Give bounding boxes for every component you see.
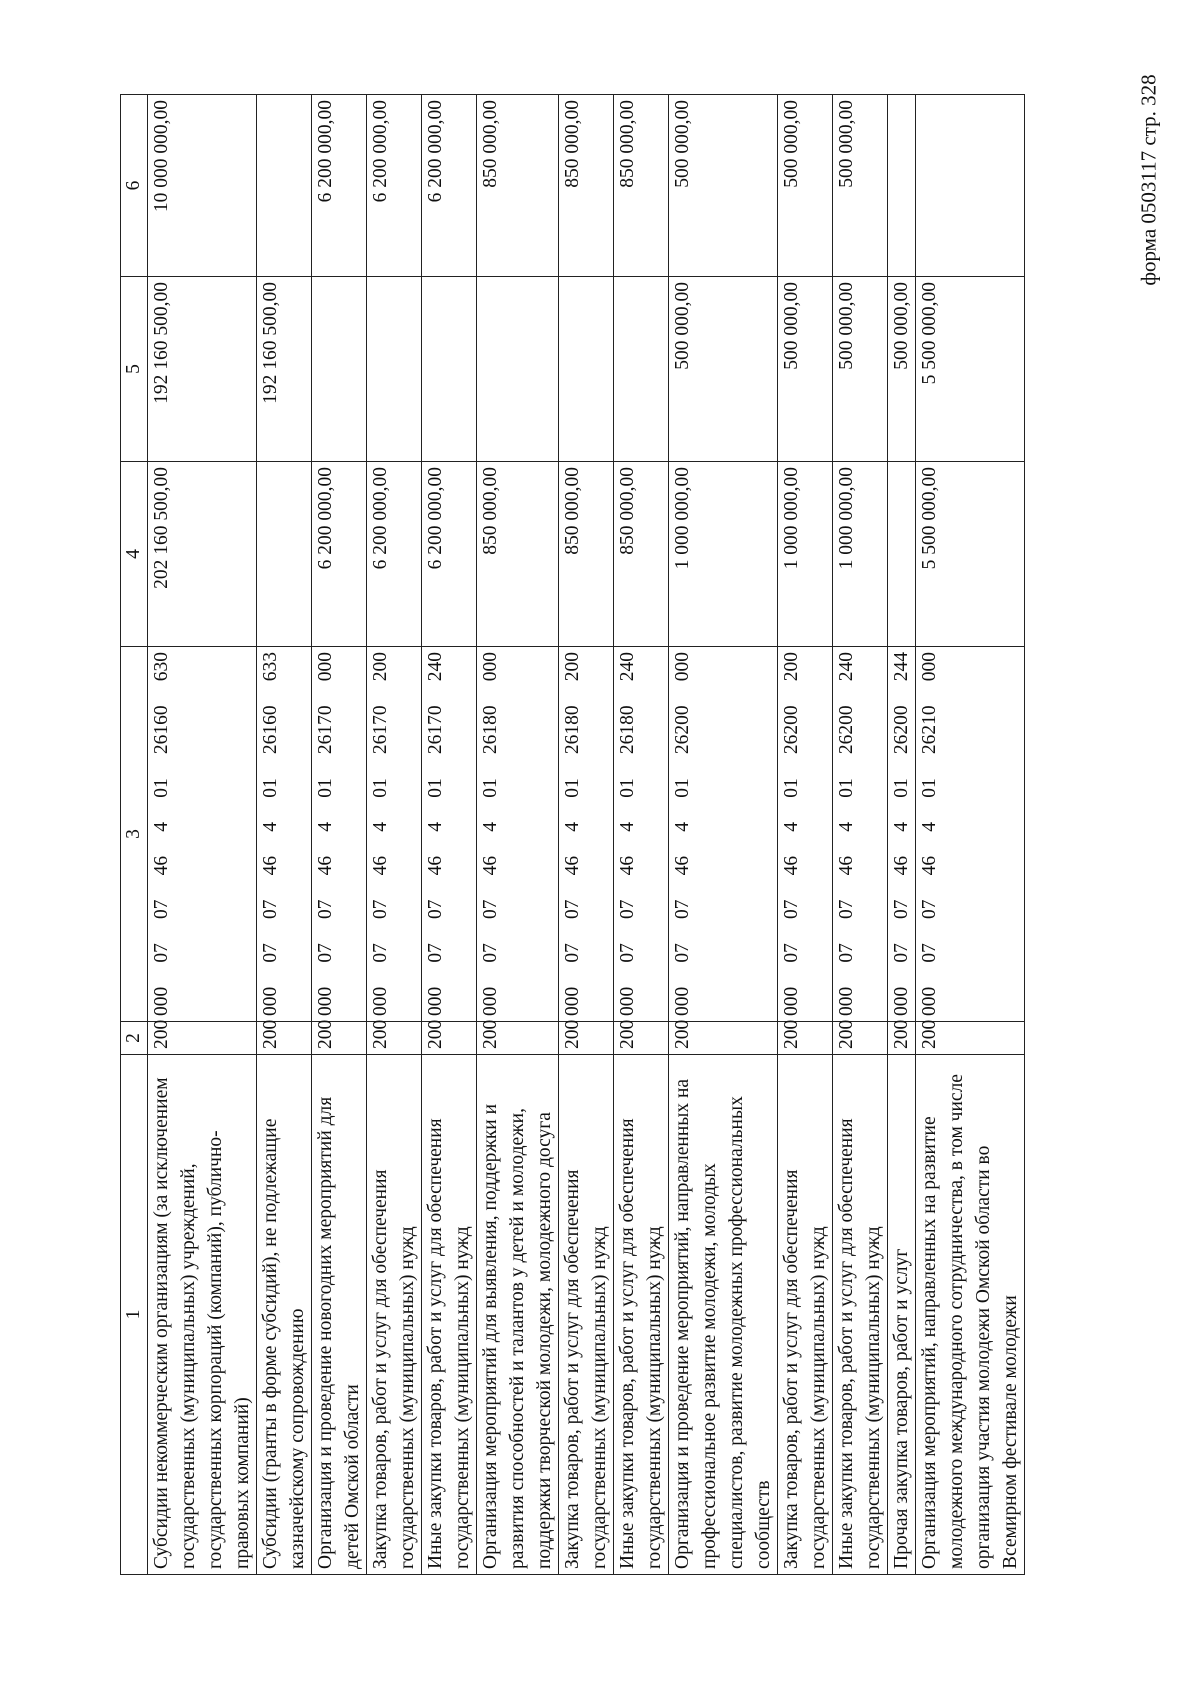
expense-name: Прочая закупка товаров, работ и услуг xyxy=(888,1055,916,1575)
column-header-6: 6 xyxy=(121,95,148,277)
code-part: 26200 xyxy=(672,705,693,755)
code-part: 07 xyxy=(672,943,693,963)
budget-classification-code xyxy=(669,647,778,1022)
line-code: 200 xyxy=(614,1022,669,1055)
code-part: 01 xyxy=(315,778,336,798)
form-label: форма 0503117 стр. 328 xyxy=(1136,74,1161,286)
amount-col-5 xyxy=(312,277,367,462)
table-row xyxy=(559,95,614,1575)
code-part: 000 xyxy=(672,652,693,682)
amount-col-4: 1 000 000,00 xyxy=(778,462,833,647)
expense-name: Организация и проведение мероприятий, направленных на профессиональное развитие молодежи, молодых специалистов, развитие молодежных профессиональных сообществ xyxy=(669,1055,778,1575)
table-row xyxy=(833,95,888,1575)
code-part: 000 xyxy=(480,986,501,1016)
code-part: 240 xyxy=(836,652,857,682)
amount-col-5 xyxy=(614,277,669,462)
amount-col-6: 10 000 000,00 xyxy=(148,95,257,277)
expense-name: Субсидии (гранты в форме субсидий), не подлежащие казначейскому сопровождению xyxy=(257,1055,312,1575)
code-part: 4 xyxy=(370,821,391,832)
code-part: 07 xyxy=(425,943,446,963)
code-part: 01 xyxy=(891,778,912,798)
code-part: 000 xyxy=(672,986,693,1016)
code-part: 26180 xyxy=(562,705,583,755)
amount-col-4: 850 000,00 xyxy=(614,462,669,647)
code-part: 26160 xyxy=(260,705,281,755)
line-code: 200 xyxy=(312,1022,367,1055)
column-header-4: 4 xyxy=(121,462,148,647)
column-header-1: 1 xyxy=(121,1055,148,1575)
code-part: 46 xyxy=(151,855,172,876)
amount-col-5: 500 000,00 xyxy=(888,277,916,462)
code-part: 07 xyxy=(672,899,693,919)
code-part: 07 xyxy=(836,899,857,919)
code-part: 01 xyxy=(672,778,693,798)
code-part: 01 xyxy=(836,778,857,798)
amount-col-4: 1 000 000,00 xyxy=(669,462,778,647)
table-row xyxy=(477,95,559,1575)
amount-col-5 xyxy=(422,277,477,462)
line-code: 200 xyxy=(559,1022,614,1055)
column-header-3: 3 xyxy=(121,647,148,1022)
line-code: 200 xyxy=(888,1022,916,1055)
budget-classification-code xyxy=(257,647,312,1022)
code-part: 01 xyxy=(919,778,940,798)
amount-col-4 xyxy=(888,462,916,647)
budget-classification-code xyxy=(833,647,888,1022)
code-part: 200 xyxy=(370,652,391,682)
code-part: 46 xyxy=(370,855,391,876)
expense-name: Организация и проведение новогодних мероприятий для детей Омской области xyxy=(312,1055,367,1575)
code-part: 01 xyxy=(617,778,638,798)
code-part: 4 xyxy=(562,821,583,832)
code-part: 01 xyxy=(370,778,391,798)
code-part: 630 xyxy=(151,652,172,682)
code-part: 240 xyxy=(617,652,638,682)
line-code: 200 xyxy=(916,1022,1025,1055)
line-code: 200 xyxy=(148,1022,257,1055)
column-header-5: 5 xyxy=(121,277,148,462)
amount-col-6 xyxy=(888,95,916,277)
code-part: 46 xyxy=(919,855,940,876)
code-part: 26160 xyxy=(151,705,172,755)
amount-col-5: 192 160 500,00 xyxy=(257,277,312,462)
code-part: 01 xyxy=(425,778,446,798)
expense-name: Закупка товаров, работ и услуг для обеспечения государственных (муниципальных) нужд xyxy=(778,1055,833,1575)
code-part: 07 xyxy=(480,899,501,919)
amount-col-6: 500 000,00 xyxy=(833,95,888,277)
header-row xyxy=(121,95,148,1575)
code-part: 07 xyxy=(370,943,391,963)
expense-name: Иные закупки товаров, работ и услуг для обеспечения государственных (муниципальных) нужд xyxy=(614,1055,669,1575)
code-part: 000 xyxy=(617,986,638,1016)
expense-name: Иные закупки товаров, работ и услуг для обеспечения государственных (муниципальных) нужд xyxy=(422,1055,477,1575)
code-part: 4 xyxy=(480,821,501,832)
code-part: 07 xyxy=(617,943,638,963)
amount-col-5: 500 000,00 xyxy=(833,277,888,462)
code-part: 46 xyxy=(781,855,802,876)
amount-col-5 xyxy=(477,277,559,462)
expense-name: Закупка товаров, работ и услуг для обеспечения государственных (муниципальных) нужд xyxy=(367,1055,422,1575)
column-header-2: 2 xyxy=(121,1022,148,1055)
expense-name: Закупка товаров, работ и услуг для обеспечения государственных (муниципальных) нужд xyxy=(559,1055,614,1575)
amount-col-6 xyxy=(257,95,312,277)
amount-col-4: 6 200 000,00 xyxy=(367,462,422,647)
budget-classification-code xyxy=(312,647,367,1022)
amount-col-6 xyxy=(916,95,1025,277)
amount-col-6: 500 000,00 xyxy=(778,95,833,277)
amount-col-6: 500 000,00 xyxy=(669,95,778,277)
code-part: 240 xyxy=(425,652,446,682)
code-part: 4 xyxy=(260,821,281,832)
amount-col-4: 850 000,00 xyxy=(477,462,559,647)
code-part: 07 xyxy=(617,899,638,919)
code-part: 07 xyxy=(425,899,446,919)
line-code: 200 xyxy=(477,1022,559,1055)
code-part: 4 xyxy=(781,821,802,832)
code-part: 000 xyxy=(315,652,336,682)
code-part: 07 xyxy=(836,943,857,963)
code-part: 4 xyxy=(919,821,940,832)
code-part: 07 xyxy=(562,943,583,963)
code-part: 07 xyxy=(891,899,912,919)
code-part: 07 xyxy=(260,943,281,963)
code-part: 4 xyxy=(315,821,336,832)
code-part: 01 xyxy=(260,778,281,798)
code-part: 46 xyxy=(562,855,583,876)
code-part: 07 xyxy=(151,943,172,963)
amount-col-6: 850 000,00 xyxy=(614,95,669,277)
budget-classification-code xyxy=(367,647,422,1022)
code-part: 07 xyxy=(151,899,172,919)
amount-col-4 xyxy=(257,462,312,647)
table-row xyxy=(422,95,477,1575)
code-part: 46 xyxy=(672,855,693,876)
line-code: 200 xyxy=(257,1022,312,1055)
code-part: 000 xyxy=(836,986,857,1016)
amount-col-6: 850 000,00 xyxy=(477,95,559,277)
code-part: 000 xyxy=(919,986,940,1016)
code-part: 4 xyxy=(672,821,693,832)
code-part: 07 xyxy=(919,899,940,919)
table-row xyxy=(148,95,257,1575)
code-part: 4 xyxy=(617,821,638,832)
table-body xyxy=(148,95,1025,1575)
amount-col-6: 850 000,00 xyxy=(559,95,614,277)
amount-col-5: 192 160 500,00 xyxy=(148,277,257,462)
code-part: 000 xyxy=(260,986,281,1016)
table-row xyxy=(888,95,916,1575)
code-part: 07 xyxy=(315,943,336,963)
code-part: 244 xyxy=(891,652,912,682)
table-row xyxy=(669,95,778,1575)
code-part: 46 xyxy=(315,855,336,876)
code-part: 07 xyxy=(781,943,802,963)
table-row xyxy=(367,95,422,1575)
table-row xyxy=(778,95,833,1575)
code-part: 000 xyxy=(425,986,446,1016)
budget-classification-code xyxy=(477,647,559,1022)
code-part: 200 xyxy=(781,652,802,682)
code-part: 000 xyxy=(562,986,583,1016)
table-row xyxy=(916,95,1025,1575)
rotated-report-sheet xyxy=(120,95,1075,1575)
code-part: 46 xyxy=(260,855,281,876)
table-row xyxy=(257,95,312,1575)
budget-classification-code xyxy=(778,647,833,1022)
code-part: 01 xyxy=(151,778,172,798)
code-part: 07 xyxy=(480,943,501,963)
code-part: 01 xyxy=(562,778,583,798)
amount-col-5 xyxy=(559,277,614,462)
code-part: 46 xyxy=(891,855,912,876)
code-part: 4 xyxy=(425,821,446,832)
code-part: 26180 xyxy=(617,705,638,755)
code-part: 000 xyxy=(781,986,802,1016)
budget-classification-code xyxy=(148,647,257,1022)
budget-classification-code xyxy=(888,647,916,1022)
code-part: 000 xyxy=(151,986,172,1016)
line-code: 200 xyxy=(422,1022,477,1055)
budget-classification-code xyxy=(559,647,614,1022)
code-part: 26180 xyxy=(480,705,501,755)
code-part: 4 xyxy=(891,821,912,832)
code-part: 26170 xyxy=(425,705,446,755)
code-part: 46 xyxy=(617,855,638,876)
line-code: 200 xyxy=(669,1022,778,1055)
line-code: 200 xyxy=(367,1022,422,1055)
code-part: 26170 xyxy=(370,705,391,755)
amount-col-4: 202 160 500,00 xyxy=(148,462,257,647)
amount-col-5: 5 500 000,00 xyxy=(916,277,1025,462)
code-part: 000 xyxy=(315,986,336,1016)
code-part: 07 xyxy=(891,943,912,963)
table-row xyxy=(312,95,367,1575)
amount-col-4: 850 000,00 xyxy=(559,462,614,647)
budget-classification-code xyxy=(614,647,669,1022)
amount-col-6: 6 200 000,00 xyxy=(367,95,422,277)
code-part: 4 xyxy=(151,821,172,832)
code-part: 633 xyxy=(260,652,281,682)
code-part: 4 xyxy=(836,821,857,832)
code-part: 000 xyxy=(891,986,912,1016)
code-part: 07 xyxy=(781,899,802,919)
amount-col-4: 6 200 000,00 xyxy=(422,462,477,647)
code-part: 200 xyxy=(562,652,583,682)
table-row xyxy=(614,95,669,1575)
code-part: 01 xyxy=(480,778,501,798)
code-part: 07 xyxy=(562,899,583,919)
code-part: 000 xyxy=(480,652,501,682)
amount-col-5: 500 000,00 xyxy=(669,277,778,462)
amount-col-5: 500 000,00 xyxy=(778,277,833,462)
code-part: 000 xyxy=(370,986,391,1016)
code-part: 26200 xyxy=(836,705,857,755)
amount-col-4: 5 500 000,00 xyxy=(916,462,1025,647)
code-part: 26200 xyxy=(781,705,802,755)
line-code: 200 xyxy=(778,1022,833,1055)
amount-col-4: 6 200 000,00 xyxy=(312,462,367,647)
report-table xyxy=(120,94,1025,1575)
code-part: 26170 xyxy=(315,705,336,755)
amount-col-6: 6 200 000,00 xyxy=(422,95,477,277)
expense-name: Организация мероприятий, направленных на развитие молодежного международного сотрудничества, в том числе организация участия молодежи Омской области во Всемирном фестивале молодежи xyxy=(916,1055,1025,1575)
expense-name: Организация мероприятий для выявления, поддержки и развития способностей и талантов у детей и молодежи, поддержки творческой молодежи, молодежного досуга xyxy=(477,1055,559,1575)
expense-name: Иные закупки товаров, работ и услуг для обеспечения государственных (муниципальных) нужд xyxy=(833,1055,888,1575)
code-part: 000 xyxy=(919,652,940,682)
code-part: 26210 xyxy=(919,705,940,755)
code-part: 07 xyxy=(370,899,391,919)
code-part: 46 xyxy=(425,855,446,876)
line-code: 200 xyxy=(833,1022,888,1055)
code-part: 07 xyxy=(260,899,281,919)
amount-col-6: 6 200 000,00 xyxy=(312,95,367,277)
amount-col-4: 1 000 000,00 xyxy=(833,462,888,647)
code-part: 01 xyxy=(781,778,802,798)
code-part: 26200 xyxy=(891,705,912,755)
budget-classification-code xyxy=(422,647,477,1022)
code-part: 07 xyxy=(919,943,940,963)
amount-col-5 xyxy=(367,277,422,462)
code-part: 46 xyxy=(836,855,857,876)
expense-name: Субсидии некоммерческим организациям (за исключением государственных (муниципальных) учреждений, государственных корпораций (компаний), публично-правовых компаний) xyxy=(148,1055,257,1575)
code-part: 07 xyxy=(315,899,336,919)
budget-classification-code xyxy=(916,647,1025,1022)
code-part: 46 xyxy=(480,855,501,876)
